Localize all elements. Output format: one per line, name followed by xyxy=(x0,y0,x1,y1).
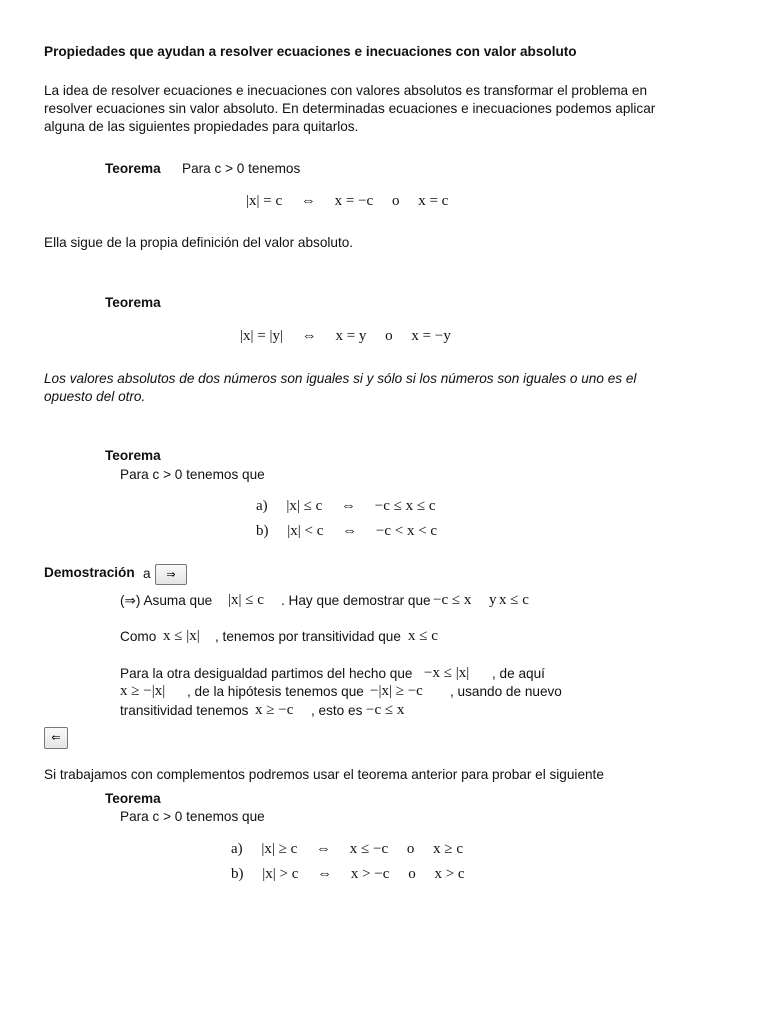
demo-line2-text2: , tenemos por transitividad que xyxy=(215,629,401,644)
demo-label-suffix: a xyxy=(143,566,151,581)
demo-line1-and: y xyxy=(489,592,497,608)
demo-line3-text1: Para la otra desigualdad partimos del hecho que xyxy=(120,666,413,681)
theorem-2-heading: Teorema xyxy=(105,295,161,310)
demo-line2-math2: x ≤ c xyxy=(408,628,438,644)
theorem-1-heading: Teorema xyxy=(105,161,161,176)
demo-line4-text1: , de la hipótesis tenemos que xyxy=(187,684,364,699)
theorem-3-part-b: b) |x| < c ⇔ −c < x < c xyxy=(256,523,438,539)
backward-proof-button[interactable]: ⇐ xyxy=(44,727,68,749)
forward-proof-button[interactable]: ⇒ xyxy=(155,564,187,585)
demo-label: Demostración xyxy=(44,565,135,580)
demo-line4-text2: , usando de nuevo xyxy=(450,684,562,699)
theorem-2-note: Los valores absolutos de dos números son iguales si y sólo si los números son iguales o uno es el opuesto del otro. xyxy=(44,371,637,404)
page-title: Propiedades que ayudan a resolver ecuaciones e inecuaciones con valor absoluto xyxy=(44,44,577,59)
demo-line2-math1: x ≤ |x| xyxy=(163,628,200,644)
theorem-3-condition: Para c > 0 tenemos que xyxy=(120,467,265,482)
theorem-1-condition: Para c > 0 tenemos xyxy=(182,161,301,176)
demo-line4-math2: −|x| ≥ −c xyxy=(370,683,423,699)
demo-line5-math1: x ≥ −c xyxy=(255,702,294,718)
demo-line4-math1: x ≥ −|x| xyxy=(120,683,166,699)
theorem-3-heading: Teorema xyxy=(105,448,161,463)
theorem-2-formula: |x| = |y| ⇔ x = y o x = −y xyxy=(240,328,451,344)
demo-line1-math2: −c ≤ x xyxy=(433,592,472,608)
demo-line1-math1: |x| ≤ c xyxy=(228,592,264,608)
demo-line1-prefix: (⇒) Asuma que xyxy=(120,593,213,608)
intro-paragraph: La idea de resolver ecuaciones e inecuaciones con valores absolutos es transformar el problema en resolver ecuaciones sin valor absoluto. En determinadas ecuaciones e inecuaciones podemos aplicar alguna de las siguientes propiedades para quitarlos. xyxy=(44,83,656,134)
demo-line1-math3: x ≤ c xyxy=(499,592,529,608)
demo-line2-text1: Como xyxy=(120,629,157,644)
demo-line1-text: . Hay que demostrar que xyxy=(281,593,431,608)
demo-line3-text2: , de aquí xyxy=(492,666,545,681)
complement-intro: Si trabajamos con complementos podremos usar el teorema anterior para probar el siguiente xyxy=(44,767,604,782)
theorem-4-part-b: b) |x| > c ⇔ x > −c o x > c xyxy=(231,866,465,882)
demo-line3-math1: −x ≤ |x| xyxy=(424,665,470,681)
theorem-1-formula: |x| = c ⇔ x = −c o x = c xyxy=(246,193,449,209)
demo-line5-text2: , esto es xyxy=(311,703,363,718)
demo-line5-math2: −c ≤ x xyxy=(366,702,405,718)
theorem-1-note: Ella sigue de la propia definición del valor absoluto. xyxy=(44,235,354,250)
theorem-4-condition: Para c > 0 tenemos que xyxy=(120,809,265,824)
theorem-3-part-a: a) |x| ≤ c ⇔ −c ≤ x ≤ c xyxy=(256,498,436,514)
theorem-4-part-a: a) |x| ≥ c ⇔ x ≤ −c o x ≥ c xyxy=(231,841,464,857)
demo-line5-text1: transitividad tenemos xyxy=(120,703,249,718)
theorem-4-heading: Teorema xyxy=(105,791,161,806)
